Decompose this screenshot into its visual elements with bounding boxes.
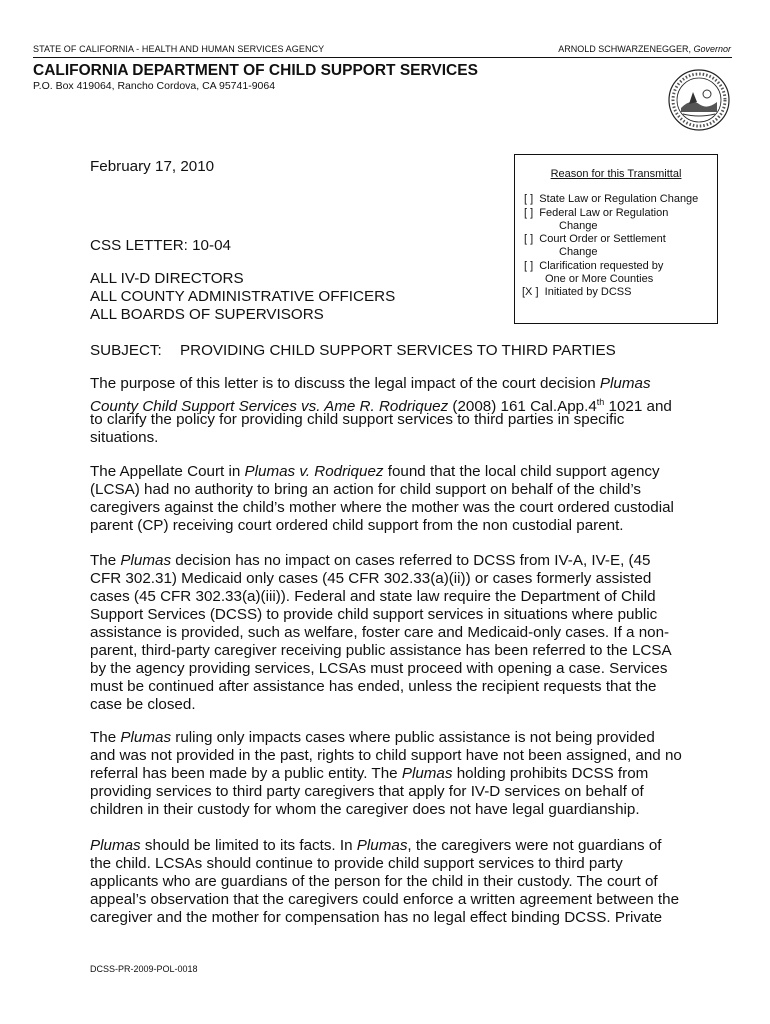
text-line: CFR 302.31) Medicaid only cases (45 CFR 302.33(a)(ii)) or cases formerly assisted	[90, 570, 652, 587]
transmittal-item-text: State Law or Regulation Change	[539, 193, 699, 206]
case-name: Plumas	[599, 375, 651, 392]
paragraph-ruling	[90, 729, 690, 819]
text-line: Support Services (DCSS) to provide child support services in situations where public	[90, 606, 658, 623]
text-line: caregivers against the child’s mother where the mother was the court ordered custodial	[90, 499, 674, 516]
text-line: providing services to third party caregivers that apply for IV-D services on behalf of	[90, 783, 644, 800]
letter-number: CSS LETTER: 10-04	[90, 237, 231, 254]
transmittal-item-cont: Change	[559, 219, 598, 232]
text-line: situations.	[90, 429, 159, 446]
transmittal-item	[515, 193, 717, 206]
transmittal-item-text: Clarification requested by	[539, 259, 664, 272]
transmittal-title: Reason for this Transmittal	[550, 168, 682, 180]
department-name: CALIFORNIA DEPARTMENT OF CHILD SUPPORT SERVICES	[33, 62, 478, 79]
transmittal-reason-box	[514, 154, 718, 324]
transmittal-item	[515, 286, 717, 299]
transmittal-item	[515, 207, 717, 220]
subject-label: SUBJECT:	[90, 342, 162, 359]
addressee: ALL BOARDS OF SUPERVISORS	[90, 306, 324, 323]
letter-date: February 17, 2010	[90, 158, 215, 175]
case-name: Plumas	[401, 765, 453, 782]
text-run: referral has been made by a public entity. The	[90, 765, 402, 782]
case-name: County Child Support Services vs. Ame R. Rodriquez	[90, 398, 449, 416]
text-run: The Appellate Court in	[90, 463, 245, 480]
text-run: ruling only impacts cases where public assistance is not being provided	[171, 729, 655, 746]
case-name: Plumas	[90, 837, 141, 854]
paragraph-limited	[90, 837, 690, 927]
text-line: cases (45 CFR 302.33(a)(iii)). Federal and state law require the Department of Child	[90, 588, 656, 605]
text-run: The purpose of this letter is to discuss the legal impact of the court decision	[90, 375, 600, 392]
paragraph-impact	[90, 552, 690, 714]
text-line: applicants who are guardians of the person for the child in their custody. The court of	[90, 873, 658, 890]
superscript: th	[596, 397, 605, 407]
transmittal-item-cont: One or More Counties	[545, 273, 654, 286]
text-run: The	[90, 729, 121, 746]
agency-line: STATE OF CALIFORNIA - HEALTH AND HUMAN SERVICES AGENCY	[33, 44, 325, 54]
text-line: by the agency providing services, LCSAs must proceed with opening a case. Services	[90, 660, 668, 677]
text-line: parent, third-party caregiver receiving public assistance has been referred to the LCSA	[90, 642, 672, 659]
checkbox-mark: [ ]	[524, 259, 534, 272]
text-line: assistance is provided, such as welfare, foster care and Medicaid-only cases. If a non-	[90, 624, 670, 641]
text-line: case be closed.	[90, 696, 196, 713]
text-run: (2008) 161 Cal.App.4	[448, 398, 597, 416]
text-run: 1021 and	[604, 398, 672, 416]
checkbox-mark: [ ]	[524, 206, 534, 219]
subject-text: PROVIDING CHILD SUPPORT SERVICES TO THIRD PARTIES	[180, 342, 616, 359]
text-line: must be continued after assistance has ended, unless the recipient requests that the	[90, 678, 657, 695]
state-seal-icon	[667, 68, 731, 132]
transmittal-item-cont: Change	[559, 246, 598, 259]
addressee-list	[90, 270, 395, 324]
text-line: to clarify the policy for providing child support services to third parties in specific	[90, 411, 625, 428]
text-run: should be limited to its facts. In	[140, 837, 357, 854]
governor-name: ARNOLD SCHWARZENEGGER,	[558, 44, 691, 54]
addressee: ALL COUNTY ADMINISTRATIVE OFFICERS	[90, 288, 396, 305]
transmittal-item	[515, 260, 717, 273]
transmittal-item-text: Federal Law or Regulation	[539, 206, 669, 219]
text-run: found that the local child support agency	[383, 463, 660, 480]
checkbox-mark: [ ]	[524, 193, 534, 206]
text-line: appeal’s observation that the caregivers could enforce a written agreement between the	[90, 891, 680, 908]
governor-line	[558, 44, 731, 54]
text-line: caregiver and the mother for compensation has no legal effect binding DCSS. Private	[90, 909, 663, 926]
case-name: Plumas v. Rodriquez	[244, 463, 384, 480]
transmittal-item-text: Initiated by DCSS	[544, 286, 632, 299]
text-run: decision has no impact on cases referred to DCSS from IV-A, IV-E, (45	[171, 552, 651, 569]
document-code: DCSS-PR-2009-POL-0018	[90, 964, 198, 974]
text-run: , the caregivers were not guardians of	[407, 837, 662, 854]
transmittal-item-text: Court Order or Settlement	[539, 233, 666, 246]
case-name: Plumas	[120, 552, 172, 569]
case-name: Plumas	[356, 837, 408, 854]
checkbox-mark: [X ]	[522, 286, 539, 299]
header-rule	[33, 57, 732, 58]
text-line: (LCSA) had no authority to bring an action for child support on behalf of the child’s	[90, 481, 642, 498]
text-run: The	[90, 552, 121, 569]
transmittal-item	[515, 233, 717, 246]
department-address: P.O. Box 419064, Rancho Cordova, CA 95741-9064	[33, 80, 276, 92]
paragraph-appellate	[90, 463, 690, 535]
text-line: and was not provided in the past, rights to child support have not been assigned, and no	[90, 747, 682, 764]
text-run: holding prohibits DCSS from	[452, 765, 649, 782]
subject-line	[90, 342, 616, 360]
governor-title: Governor	[693, 44, 731, 54]
case-name: Plumas	[120, 729, 172, 746]
text-line: children in their custody for whom the caregiver does not have legal guardianship.	[90, 801, 640, 818]
checkbox-mark: [ ]	[524, 233, 534, 246]
paragraph-purpose	[90, 375, 690, 447]
text-line: parent (CP) receiving court ordered child support from the non custodial parent.	[90, 517, 624, 534]
addressee: ALL IV-D DIRECTORS	[90, 270, 244, 287]
text-line: the child. LCSAs should continue to provide child support services to third party	[90, 855, 623, 872]
